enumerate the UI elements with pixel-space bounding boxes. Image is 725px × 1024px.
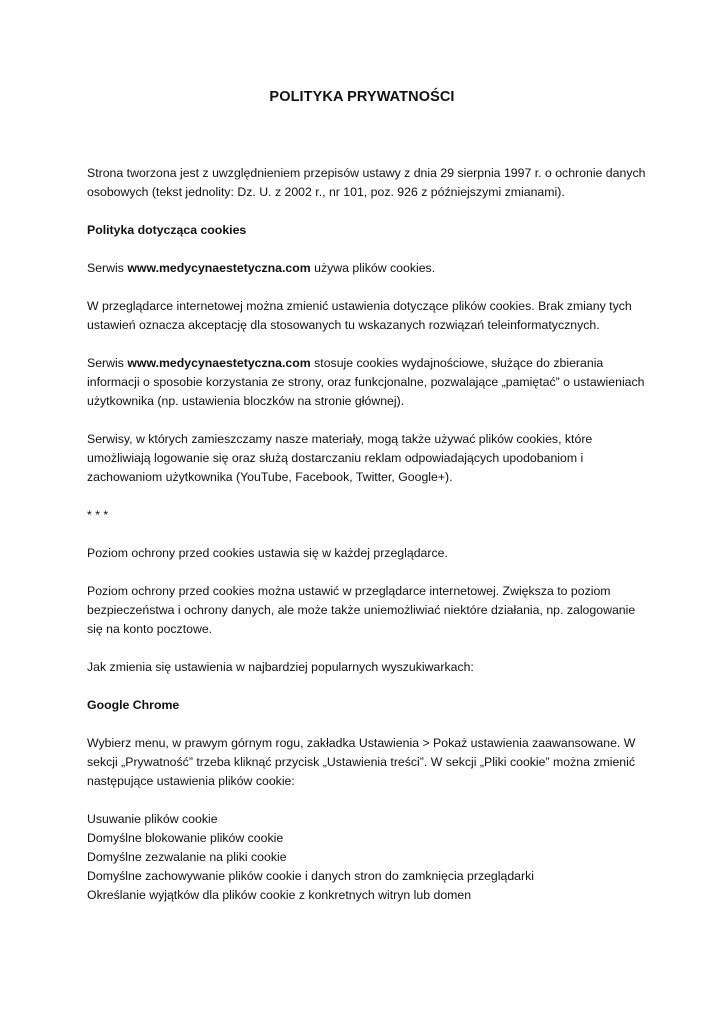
intro-paragraph: Strona tworzona jest z uwzględnieniem przepisów ustawy z dnia 29 sierpnia 1997 r. o ochronie danych osobowych (tekst jednolity: Dz. U. z 2002 r., nr 101, poz. 926 z późniejszymi zmianami). <box>87 166 646 199</box>
chrome-options-list <box>87 810 647 905</box>
third-party-paragraph: Serwisy, w których zamieszczamy nasze materiały, mogą także używać plików cookies, które umożliwiają logowanie się oraz służą dostarczaniu reklam odpowiadających upodobaniom i zachowaniom użytkownika (YouTube, Facebook, Twitter, Google+). <box>87 432 593 484</box>
chrome-heading: Google Chrome <box>87 698 180 712</box>
cookie-types-suffix: stosuje cookies wydajnościowe, służące do zbierania informacji o sposobie korzystania ze strony, oraz funkcjonalne, pozwalające „pamiętać” o ustawieniach użytkownika (np. ustawienia bloczków na stronie głównej). <box>87 356 645 408</box>
chrome-instructions-paragraph: Wybierz menu, w prawym górnym rogu, zakładka Ustawienia > Pokaż ustawienia zaawansowane. W sekcji „Prywatność” trzeba kliknąć przycisk „Ustawienia treści”. W sekcji „Pliki cookie” można zmienić następujące ustawienia plików cookie: <box>87 736 636 788</box>
browser-settings-paragraph: W przeglądarce internetowej można zmienić ustawienia dotyczące plików cookies. Brak zmiany tych ustawień oznacza akceptację dla stosowanych tu wskazanych rozwiązań teleinformatycznych. <box>87 299 632 332</box>
cookie-types-paragraph <box>87 354 647 411</box>
browsers-intro-paragraph: Jak zmienia się ustawienia w najbardziej popularnych wyszukiwarkach: <box>87 660 474 674</box>
cookies-usage-prefix: Serwis <box>87 261 128 275</box>
cookie-types-prefix: Serwis <box>87 356 128 370</box>
list-item: Domyślne zezwalanie na pliki cookie <box>87 850 287 864</box>
list-item: Usuwanie plików cookie <box>87 812 218 826</box>
document-body <box>87 164 647 905</box>
document-title: POLITYKA PRYWATNOŚCI <box>269 89 455 105</box>
list-item: Domyślne blokowanie plików cookie <box>87 831 284 845</box>
protection-level-paragraph: Poziom ochrony przed cookies ustawia się w każdej przeglądarce. <box>87 546 448 560</box>
cookies-heading: Polityka dotycząca cookies <box>87 223 247 237</box>
section-separator: * * * <box>87 508 109 522</box>
site-name: www.medycynaestetyczna.com <box>127 356 311 370</box>
protection-setting-paragraph: Poziom ochrony przed cookies można ustawić w przeglądarce internetowej. Zwiększa to poziom bezpieczeństwa i ochrony danych, ale może także uniemożliwiać niektóre działania, np. zalogowanie się na konto pocztowe. <box>87 584 636 636</box>
cookies-usage-paragraph <box>87 259 647 278</box>
cookies-usage-suffix: używa plików cookies. <box>310 261 436 275</box>
list-item: Domyślne zachowywanie plików cookie i danych stron do zamknięcia przeglądarki <box>87 869 534 883</box>
list-item: Określanie wyjątków dla plików cookie z konkretnych witryn lub domen <box>87 888 472 902</box>
site-name: www.medycynaestetyczna.com <box>127 261 311 275</box>
